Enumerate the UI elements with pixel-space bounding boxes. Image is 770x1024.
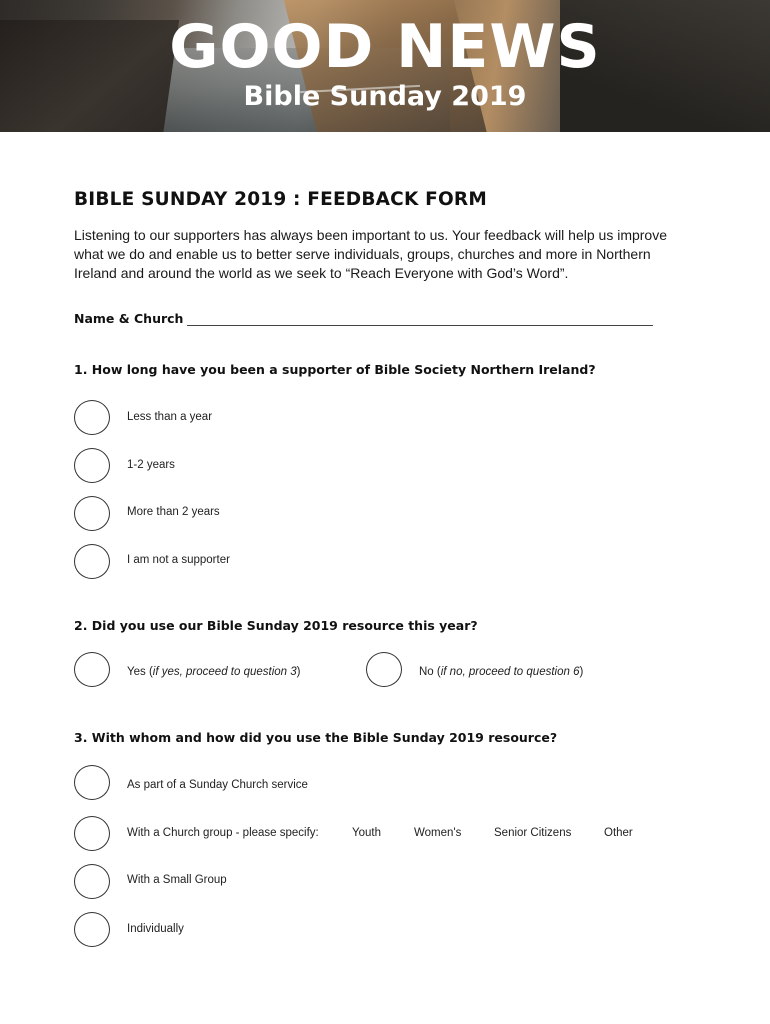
q2-no-close: ) (579, 666, 584, 678)
form-title: BIBLE SUNDAY 2019 : FEEDBACK FORM (74, 189, 487, 210)
q1-option-circle[interactable] (74, 448, 110, 483)
q2-yes-label (127, 666, 300, 678)
q1-option-circle[interactable] (74, 544, 110, 579)
group-type-youth[interactable]: Youth (352, 827, 381, 839)
q2-no-note: if no, proceed to question 6 (440, 666, 580, 678)
group-type-other[interactable]: Other (604, 827, 633, 839)
q2-yes-close: ) (296, 666, 301, 678)
header-banner (0, 0, 770, 132)
q3-option-label: With a Church group - please specify: (127, 827, 319, 839)
banner-title: GOOD NEWS (169, 12, 601, 82)
q3-option-label: Individually (127, 923, 184, 935)
banner-subtitle: Bible Sunday 2019 (243, 81, 527, 112)
q1-option-label: I am not a supporter (127, 554, 230, 566)
q3-option-circle[interactable] (74, 816, 110, 851)
name-church-field[interactable] (187, 311, 653, 326)
name-church-row (74, 311, 653, 326)
q2-yes-text: Yes ( (127, 666, 153, 678)
q2-no-label (419, 666, 583, 678)
q1-option-label: More than 2 years (127, 506, 220, 518)
group-type-senior-citizens[interactable]: Senior Citizens (494, 827, 572, 839)
q2-yes-note: if yes, proceed to question 3 (152, 666, 297, 678)
question-2: 2. Did you use our Bible Sunday 2019 resource this year? (74, 618, 478, 633)
q3-option-circle[interactable] (74, 765, 110, 800)
name-church-label: Name & Church (74, 311, 184, 326)
q2-no-text: No ( (419, 666, 441, 678)
q2-yes-circle[interactable] (74, 652, 110, 687)
q3-option-label: As part of a Sunday Church service (127, 779, 308, 791)
form-intro: Listening to our supporters has always been important to us. Your feedback will help us improve what we do and enable us to better serve individuals, groups, churches and more in Northern Ireland and around the world as we seek to “Reach Everyone with God’s Word”. (74, 227, 668, 281)
q1-option-label: Less than a year (127, 411, 213, 423)
question-1: 1. How long have you been a supporter of Bible Society Northern Ireland? (74, 362, 596, 377)
q1-option-label: 1-2 years (127, 459, 175, 471)
q3-option-label: With a Small Group (127, 874, 227, 886)
question-3: 3. With whom and how did you use the Bible Sunday 2019 resource? (74, 730, 558, 745)
q1-option-circle[interactable] (74, 400, 110, 435)
q3-option-circle[interactable] (74, 864, 110, 899)
q2-no-circle[interactable] (366, 652, 402, 687)
group-type-womens[interactable]: Women's (414, 827, 462, 839)
q3-option-circle[interactable] (74, 912, 110, 947)
q1-option-circle[interactable] (74, 496, 110, 531)
